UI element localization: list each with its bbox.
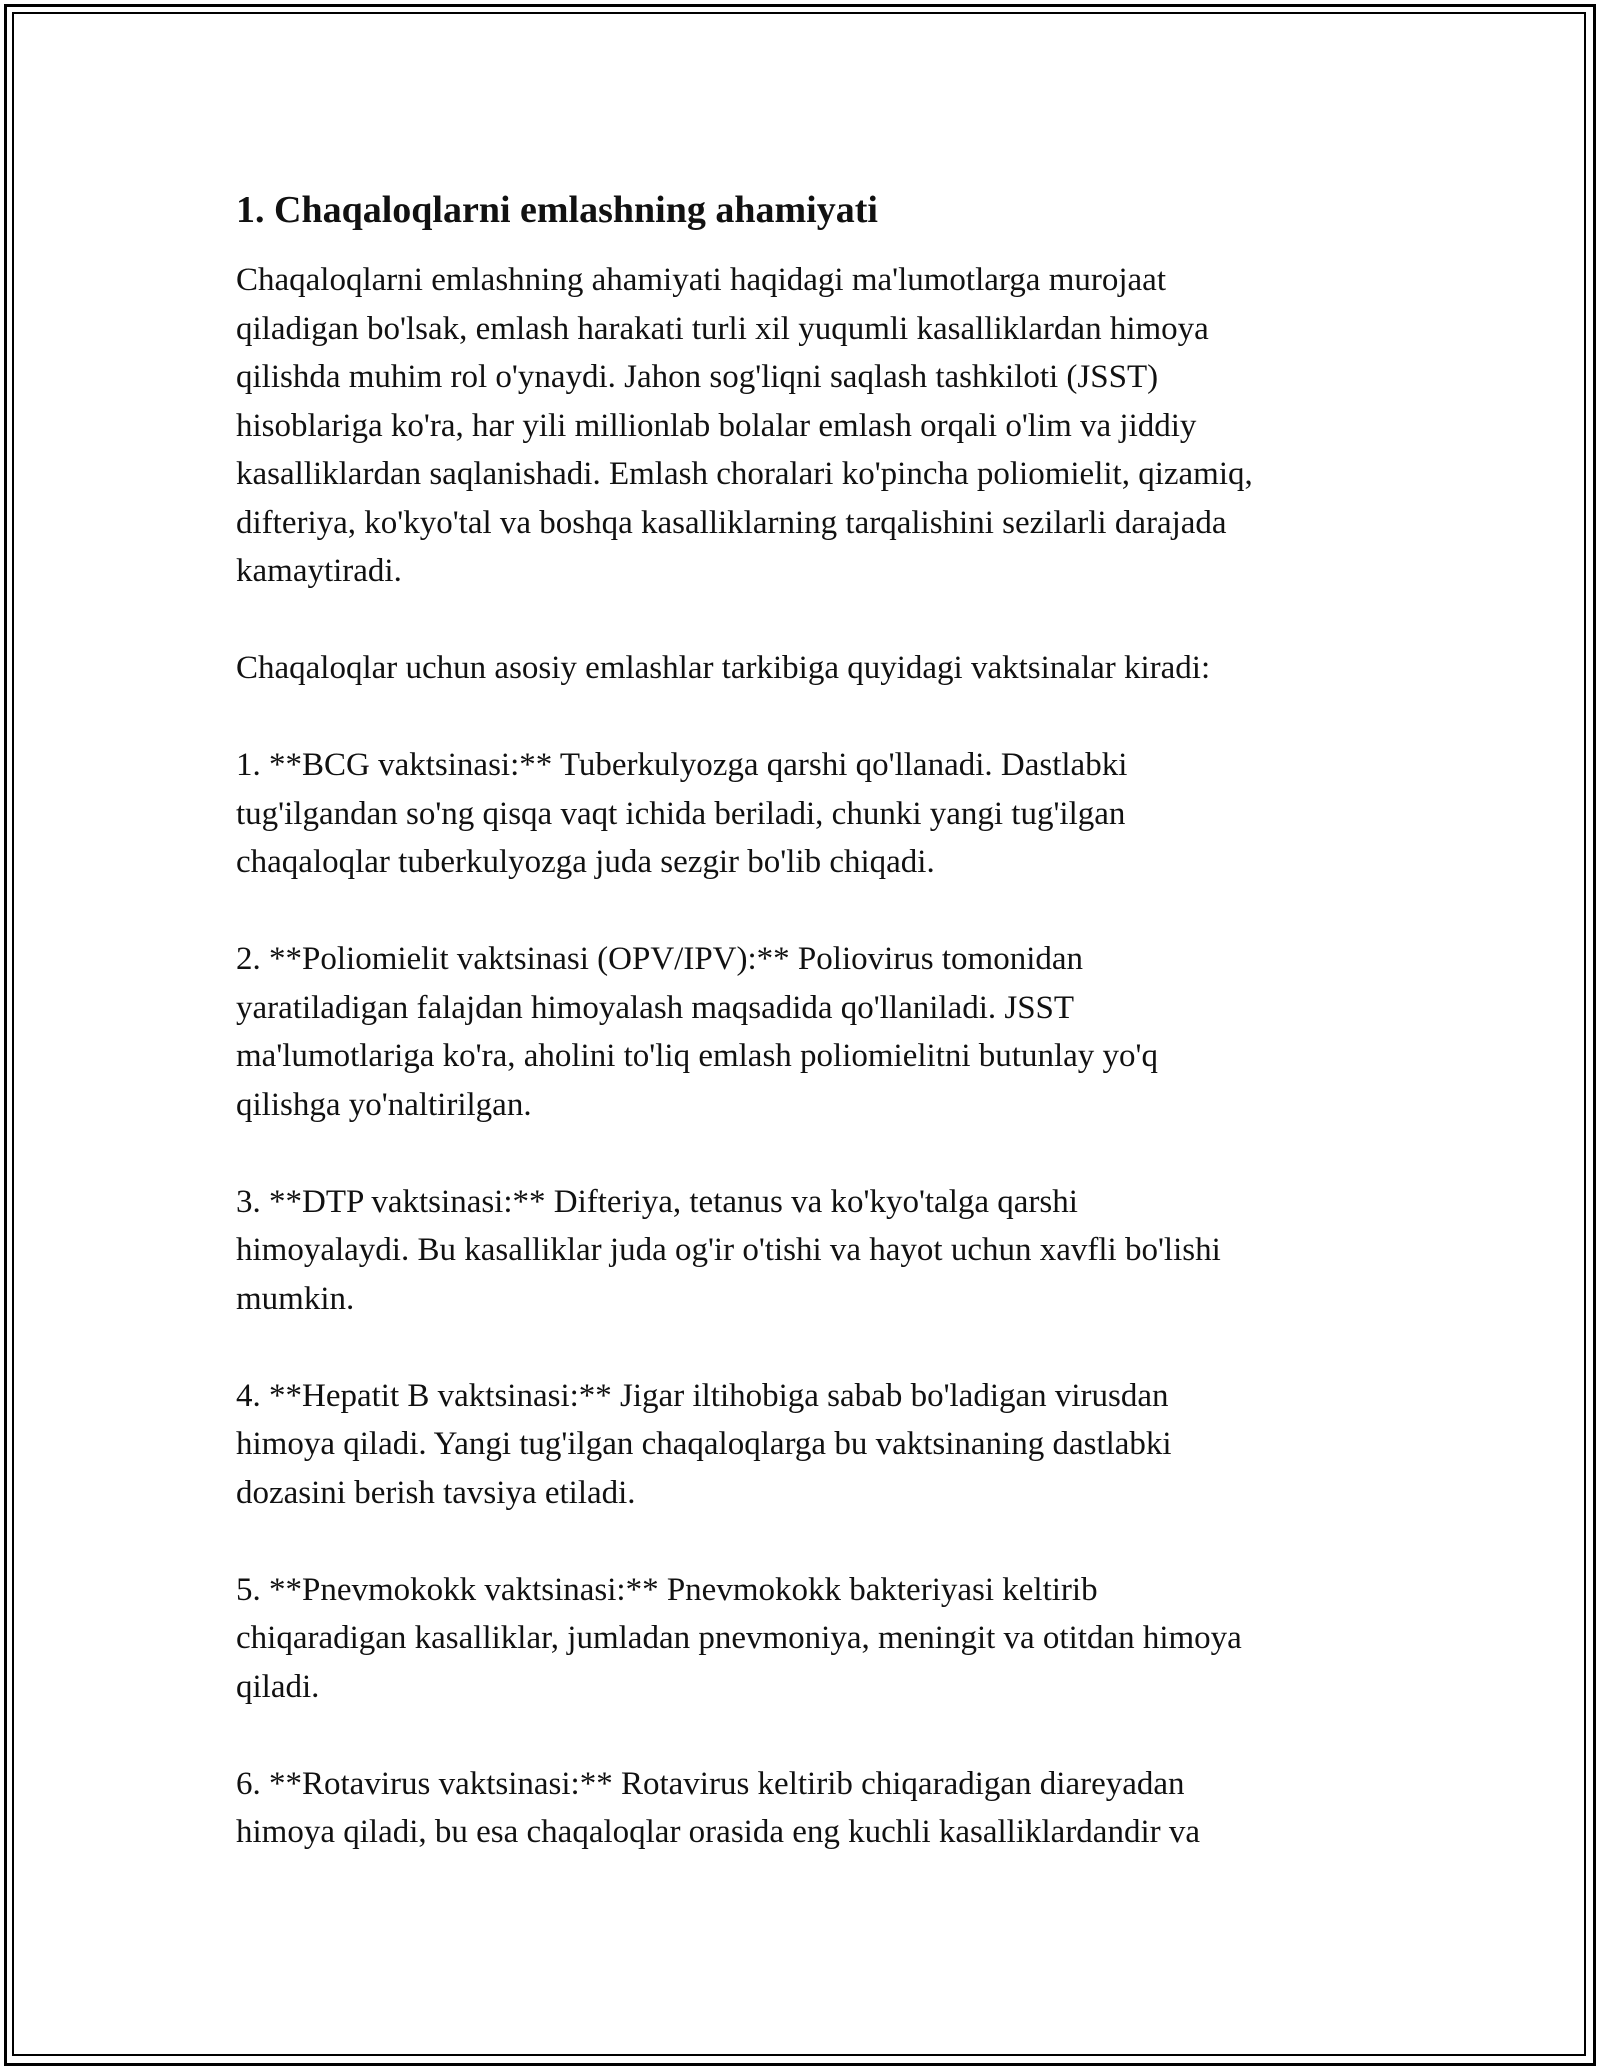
intro-paragraph: Chaqaloqlarni emlashning ahamiyati haqidagi ma'lumotlarga murojaat qiladigan bo'lsak, emlash harakati turli xil yuqumli kasalliklardan himoya qilishda muhim rol o'ynaydi. Jahon sog'liqni saqlash tashkiloti (JSST) hisoblariga ko'ra, har yili millionlab bolalar emlash orqali o'lim va jiddiy kasalliklardan saqlanishadi. Emlash choralari ko'pincha poliomielit, qizamiq, difteriya, ko'kyo'tal va boshqa kasalliklarning tarqalishini sezilarli darajada kamaytiradi. xyxy=(236,262,1253,589)
section-heading: 1. Chaqaloqlarni emlashning ahamiyati xyxy=(236,189,878,231)
vaccine-item-bcg: 1. **BCG vaktsinasi:** Tuberkulyozga qarshi qo'llanadi. Dastlabki tug'ilgandan so'ng qisqa vaqt ichida beriladi, chunki yangi tug'ilgan chaqaloqlar tuberkulyozga juda sezgir bo'lib chiqadi. xyxy=(236,747,1128,880)
document-body xyxy=(236,186,1386,1857)
vaccine-item-pneumococcal: 5. **Pnevmokokk vaktsinasi:** Pnevmokokk bakteriyasi keltirib chiqaradigan kasalliklar, jumladan pnevmoniya, meningit va otitdan himoya qiladi. xyxy=(236,1571,1242,1705)
vaccine-item-dtp: 3. **DTP vaktsinasi:** Difteriya, tetanus va ko'kyo'talga qarshi himoyalaydi. Bu kasalliklar juda og'ir o'tishi va hayot uchun xavfli bo'lishi mumkin. xyxy=(236,1183,1221,1317)
vaccine-list-intro: Chaqaloqlar uchun asosiy emlashlar tarkibiga quyidagi vaktsinalar kiradi: xyxy=(236,650,1211,686)
vaccine-item-hepatitis-b: 4. **Hepatit B vaktsinasi:** Jigar iltihobiga sabab bo'ladigan virusdan himoya qiladi. Yangi tug'ilgan chaqaloqlarga bu vaktsinaning dastlabki dozasini berish tavsiya etiladi. xyxy=(236,1377,1172,1511)
vaccine-item-polio: 2. **Poliomielit vaktsinasi (OPV/IPV):** Poliovirus tomonidan yaratiladigan falajdan himoyalash maqsadida qo'llaniladi. JSST ma'lumotlariga ko'ra, aholini to'liq emlash poliomielitni butunlay yo'q qilishga yo'naltirilgan. xyxy=(236,941,1158,1123)
vaccine-item-rotavirus: 6. **Rotavirus vaktsinasi:** Rotavirus keltirib chiqaradigan diareyadan himoya qiladi, bu esa chaqaloqlar orasida eng kuchli kasalliklardandir va xyxy=(236,1765,1201,1850)
